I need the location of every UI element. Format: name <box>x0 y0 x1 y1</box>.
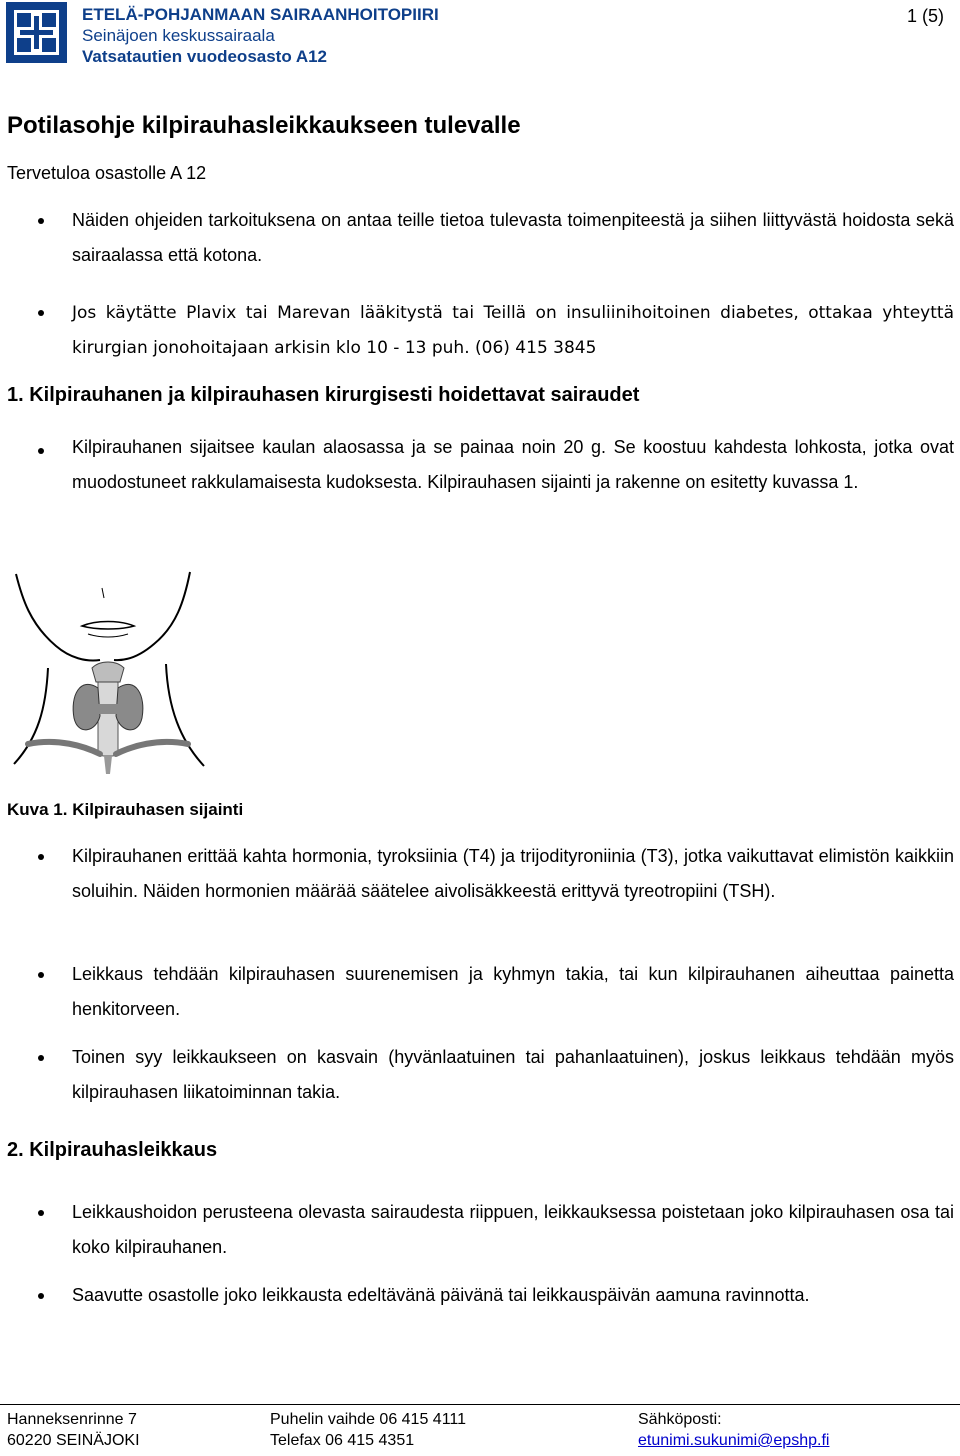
bullet-icon <box>38 218 44 224</box>
bullet-icon <box>38 310 44 316</box>
welcome-text: Tervetuloa osastolle A 12 <box>7 163 207 183</box>
section1-bullet-text: Kilpirauhanen sijaitsee kaulan alaosassa ja se painaa noin 20 g. Se koostuu kahdesta lohkosta, jotka ovat muodostuneet rakkulamaisesta kudoksesta. Kilpirauhasen sijainti ja rakenne on esitetty kuvassa 1. <box>72 437 954 492</box>
footer-phone <box>270 1409 466 1451</box>
email-link[interactable]: etunimi.sukunimi@epshp.fi <box>638 1432 830 1449</box>
footer-email <box>638 1409 829 1451</box>
intro-bullet-text: Jos käytätte Plavix tai Marevan lääkitystä tai Teillä on insuliinihoitoinen diabetes, ottakaa yhteyttä kirurgian jonohoitajaan arkisin klo 10 - 13 puh. (06) 415 3845 <box>72 303 954 358</box>
address-line: 60220 SEINÄJOKI <box>7 1432 140 1449</box>
intro-bullet-text: Näiden ohjeiden tarkoituksena on antaa teille tietoa tulevasta toimenpiteestä ja siihen liittyvästä hoidosta sekä sairaalassa että kotona. <box>72 210 954 265</box>
section-heading: 2. Kilpirauhasleikkaus <box>7 1139 218 1161</box>
bullet-icon <box>38 448 44 454</box>
bullet-icon <box>38 1210 44 1216</box>
bullet-icon <box>38 854 44 860</box>
bullet-icon <box>38 1293 44 1299</box>
section2-bullet-text: Saavutte osastolle joko leikkausta edeltävänä päivänä tai leikkauspäivän aamuna ravinnotta. <box>72 1285 810 1305</box>
email-label: Sähköposti: <box>638 1411 722 1428</box>
document-title: Potilasohje kilpirauhasleikkaukseen tulevalle <box>7 112 521 139</box>
organization-name: ETELÄ-POHJANMAAN SAIRAANHOITOPIIRI <box>82 5 439 24</box>
hospital-logo-icon <box>6 2 67 63</box>
address-line: Hanneksenrinne 7 <box>7 1411 137 1428</box>
figure-caption: Kuva 1. Kilpirauhasen sijainti <box>7 800 244 819</box>
ward-name: Vatsatautien vuodeosasto A12 <box>82 47 328 66</box>
footer-address <box>7 1409 140 1451</box>
bullet-icon <box>38 972 44 978</box>
phone-number: Puhelin vaihde 06 415 4111 <box>270 1411 467 1428</box>
section-heading: 1. Kilpirauhanen ja kilpirauhasen kirurgisesti hoidettavat sairaudet <box>7 384 640 406</box>
page-number: 1 (5) <box>906 6 944 26</box>
section1-bullet-text: Kilpirauhanen erittää kahta hormonia, tyroksiinia (T4) ja trijodityroniinia (T3), jotka vaikuttavat elimistön kaikkiin soluihin. Näiden hormonien määrää säätelee aivolisäkkeestä erittyvä tyreotropiini (TSH). <box>72 846 954 901</box>
footer-divider <box>0 1404 960 1405</box>
section1-bullet-text: Toinen syy leikkaukseen on kasvain (hyvänlaatuinen tai pahanlaatuinen), joskus leikkaus tehdään myös kilpirauhasen liikatoiminnan takia. <box>72 1047 954 1102</box>
section1-bullet-text: Leikkaus tehdään kilpirauhasen suurenemisen ja kyhmyn takia, tai kun kilpirauhanen aiheuttaa painetta henkitorveen. <box>72 964 954 1019</box>
section2-bullet-text: Leikkaushoidon perusteena olevasta sairaudesta riippuen, leikkauksessa poistetaan joko kilpirauhasen osa tai koko kilpirauhanen. <box>72 1202 954 1257</box>
thyroid-neck-illustration-icon <box>8 568 208 776</box>
bullet-icon <box>38 1055 44 1061</box>
fax-number: Telefax 06 415 4351 <box>270 1432 415 1449</box>
hospital-name: Seinäjoen keskussairaala <box>82 26 275 45</box>
